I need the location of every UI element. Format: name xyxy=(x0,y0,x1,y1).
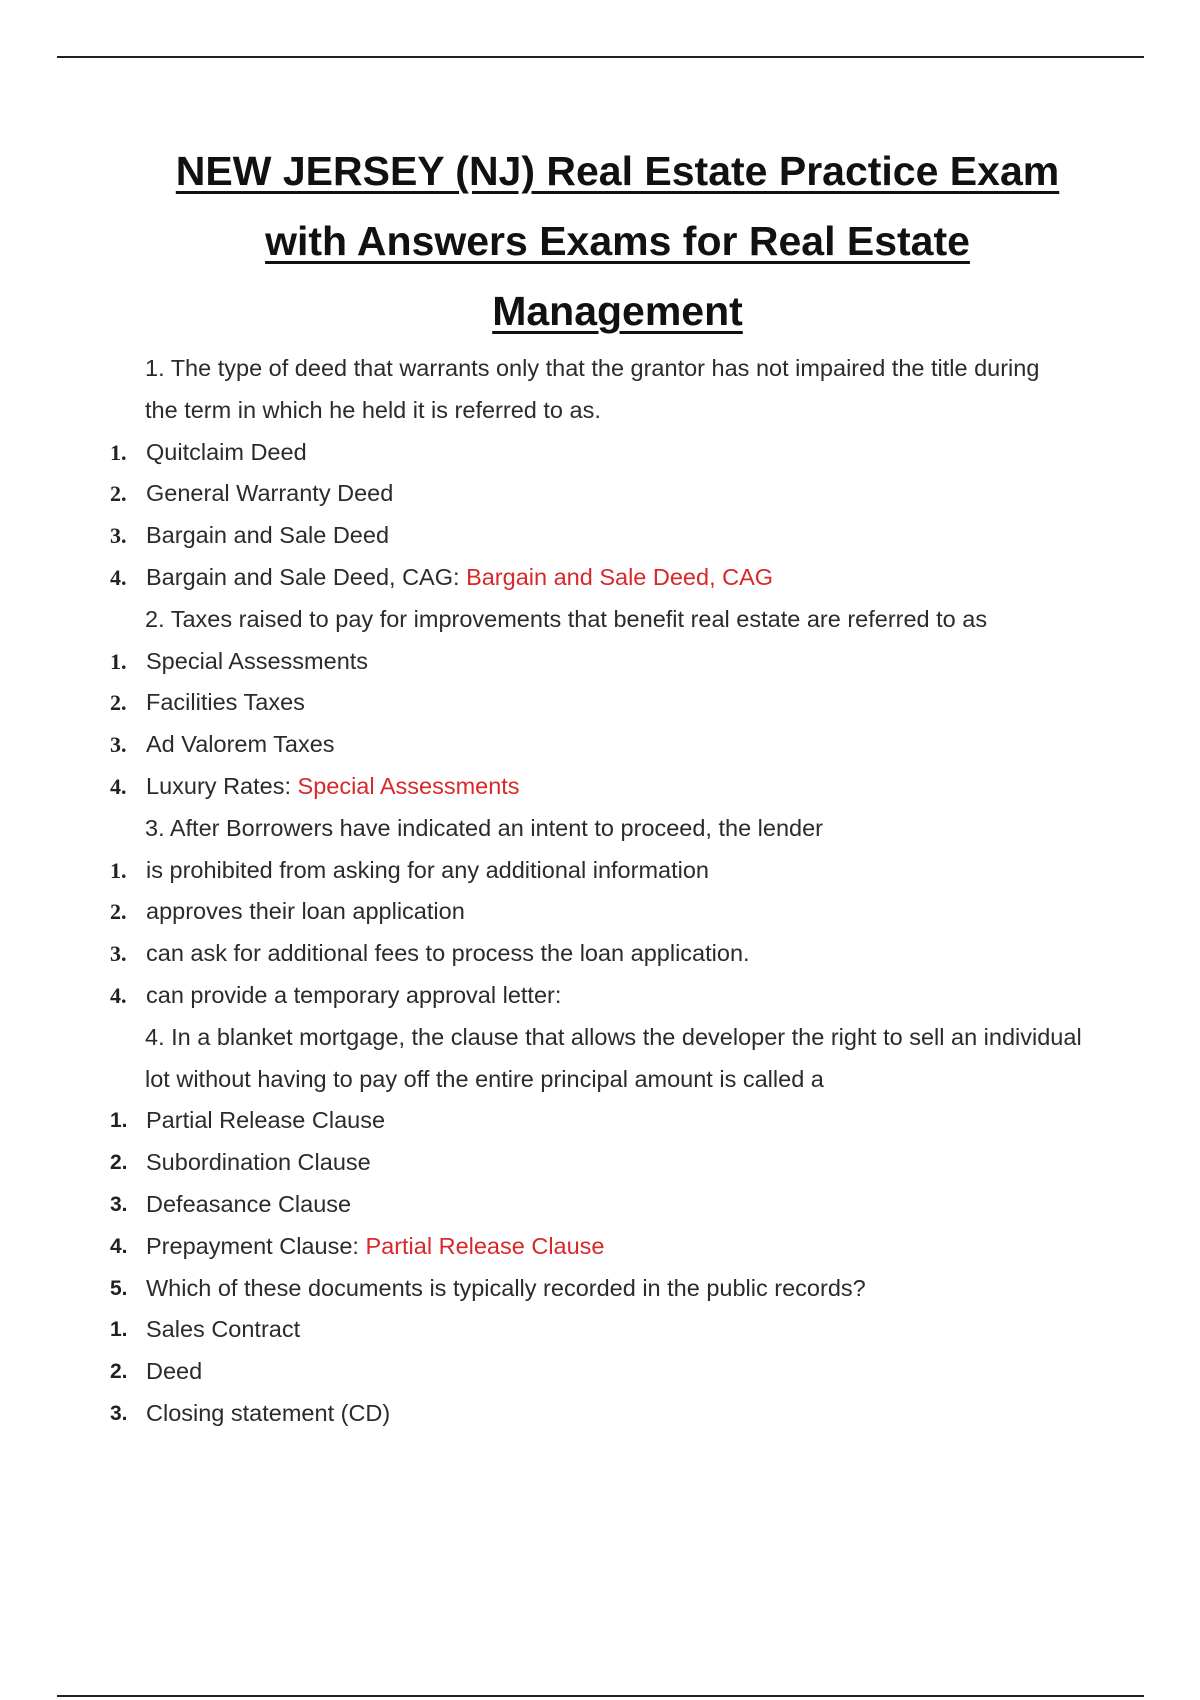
option-number: 3. xyxy=(110,1192,128,1216)
question-2-option-1 xyxy=(0,641,1200,683)
question-5 xyxy=(0,1268,1200,1310)
option-text: Sales Contract xyxy=(146,1316,301,1343)
question-3-option-4 xyxy=(0,975,1200,1017)
option-text: is prohibited from asking for any additional information xyxy=(146,856,709,883)
option-text: Prepayment Clause: xyxy=(146,1232,359,1259)
question-5-option-3 xyxy=(0,1393,1200,1435)
option-text: Facilities Taxes xyxy=(146,689,305,716)
question-4-option-1 xyxy=(0,1100,1200,1142)
header-rule xyxy=(57,56,1144,58)
option-text: Deed xyxy=(146,1358,203,1385)
option-number: 2. xyxy=(110,1151,128,1175)
option-number: 4. xyxy=(110,564,127,590)
option-number: 2. xyxy=(110,899,127,925)
title-line-2: with Answers Exams for Real Estate xyxy=(265,218,970,264)
option-number: 3. xyxy=(110,1401,128,1425)
option-text: Bargain and Sale Deed xyxy=(146,522,390,549)
answer-text: Partial Release Clause xyxy=(365,1232,605,1259)
footer-rule xyxy=(57,1695,1144,1697)
option-text: Defeasance Clause xyxy=(146,1190,352,1217)
question-4-line-1: 4. In a blanket mortgage, the clause that allows the developer the right to sell an individual xyxy=(145,1023,1082,1050)
option-number: 1. xyxy=(110,1109,128,1133)
question-1-option-3 xyxy=(0,515,1200,557)
option-text: can provide a temporary approval letter: xyxy=(146,981,562,1008)
question-2-line-1: 2. Taxes raised to pay for improvements that benefit real estate are referred to as xyxy=(145,605,988,632)
option-number: 1. xyxy=(110,439,127,465)
question-2-option-2 xyxy=(0,682,1200,724)
question-3-option-1 xyxy=(0,850,1200,892)
option-number: 4. xyxy=(110,1234,128,1258)
option-number: 3. xyxy=(110,732,127,758)
option-number: 3. xyxy=(110,523,127,549)
question-4-option-4 xyxy=(0,1226,1200,1268)
question-5-option-2 xyxy=(0,1351,1200,1393)
title-line-3: Management xyxy=(492,288,743,334)
option-text: Quitclaim Deed xyxy=(146,438,307,465)
option-text: Closing statement (CD) xyxy=(146,1399,391,1426)
question-1-line-1: 1. The type of deed that warrants only that the grantor has not impaired the title during xyxy=(145,355,1040,381)
question-5-option-1 xyxy=(0,1309,1200,1351)
answer-text: Bargain and Sale Deed, CAG xyxy=(466,563,774,590)
option-text: can ask for additional fees to process the loan application. xyxy=(146,940,750,967)
option-text: Special Assessments xyxy=(146,647,369,674)
option-number: 2. xyxy=(110,690,127,716)
question-4-option-3 xyxy=(0,1184,1200,1226)
question-1-option-4 xyxy=(0,557,1200,599)
title-line-1: NEW JERSEY (NJ) Real Estate Practice Exam xyxy=(175,148,1060,194)
option-number: 4. xyxy=(110,982,127,1008)
question-1-option-1 xyxy=(0,432,1200,474)
option-number: 2. xyxy=(110,481,127,507)
option-number: 3. xyxy=(110,941,127,967)
question-2-option-3 xyxy=(0,724,1200,766)
question-text: Which of these documents is typically recorded in the public records? xyxy=(146,1274,866,1301)
option-text: approves their loan application xyxy=(146,898,465,925)
option-text: Luxury Rates: xyxy=(146,772,291,799)
option-text: Subordination Clause xyxy=(146,1149,371,1176)
option-number: 4. xyxy=(110,773,127,799)
question-2-option-4 xyxy=(0,766,1200,808)
question-3-line-1: 3. After Borrowers have indicated an intent to proceed, the lender xyxy=(145,814,824,841)
exam-body xyxy=(0,348,1200,1435)
question-4-line-2: lot without having to pay off the entire principal amount is called a xyxy=(145,1065,824,1092)
document-title xyxy=(0,136,1200,346)
option-number: 2. xyxy=(110,1360,128,1384)
question-1-option-2 xyxy=(0,473,1200,515)
option-text: Ad Valorem Taxes xyxy=(146,731,335,758)
option-number: 1. xyxy=(110,857,127,883)
option-number: 1. xyxy=(110,1318,128,1342)
option-text: Partial Release Clause xyxy=(146,1107,386,1134)
option-text: Bargain and Sale Deed, CAG: xyxy=(146,563,460,590)
answer-text: Special Assessments xyxy=(297,772,520,799)
question-number: 5. xyxy=(110,1276,128,1300)
option-number: 1. xyxy=(110,648,127,674)
question-3-option-3 xyxy=(0,933,1200,975)
option-text: General Warranty Deed xyxy=(146,480,394,507)
question-3-option-2 xyxy=(0,891,1200,933)
question-1-line-2: the term in which he held it is referred to as. xyxy=(145,396,601,423)
question-4-option-2 xyxy=(0,1142,1200,1184)
